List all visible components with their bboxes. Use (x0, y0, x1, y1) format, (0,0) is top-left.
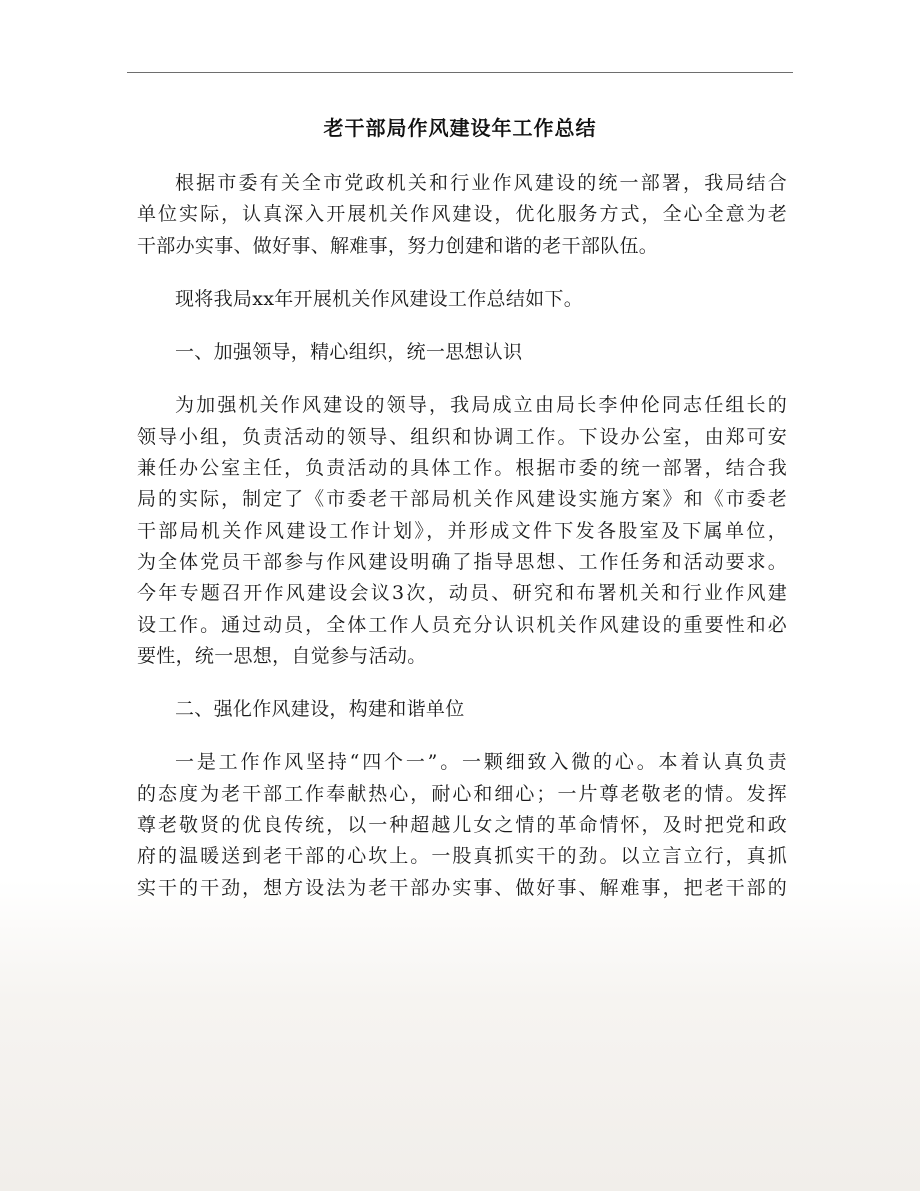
text-line: 设工作。通过动员，全体工作人员充分认识机关作风建设的重要性和必 (137, 613, 787, 636)
section-heading-1 (137, 337, 787, 368)
text-line: 根据市委有关全市党政机关和行业作风建设的统一部署，我局结合 (175, 172, 787, 194)
text-line: 现将我局xx年开展机关作风建设工作总结如下。 (175, 287, 584, 310)
document-title: 老干部局作风建设年工作总结 (323, 116, 597, 140)
text-line: 今年专题召开作风建设会议3次，动员、研究和布署机关和行业作风建 (137, 582, 787, 605)
text-line: 府的温暖送到老干部的心坎上。一股真抓实干的劲。以立言立行，真抓 (137, 845, 787, 868)
text-line: 的态度为老干部工作奉献热心，耐心和细心；一片尊老敬老的情。发挥 (137, 782, 787, 805)
paragraph-summary-lead (137, 284, 787, 315)
text-line: 为加强机关作风建设的领导，我局成立由局长李仲伦同志任组长的 (175, 394, 787, 417)
section-heading-2 (137, 694, 787, 725)
paragraph-section-1 (137, 390, 787, 672)
text-line: 为全体党员干部参与作风建设明确了指导思想、工作任务和活动要求。 (137, 550, 787, 573)
text-line: 一是工作作风坚持“四个一”。一颗细致入微的心。本着认真负责 (175, 751, 787, 774)
text-line: 实干的干劲，想方设法为老干部办实事、做好事、解难事，把老干部的 (137, 876, 787, 899)
paragraph-intro (137, 168, 787, 262)
text-line: 干部局机关作风建设工作计划》，并形成文件下发各股室及下属单位， (137, 519, 787, 542)
text-line: 兼任办公室主任，负责活动的具体工作。根据市委的统一部署，结合我 (137, 457, 787, 480)
header-rule (127, 72, 793, 73)
text-line: 二、强化作风建设，构建和谐单位 (175, 698, 465, 721)
text-line: 局的实际，制定了《市委老干部局机关作风建设实施方案》和《市委老 (137, 488, 787, 511)
document-body (137, 168, 787, 904)
text-line: 一、加强领导，精心组织，统一思想认识 (175, 341, 523, 364)
text-line: 尊老敬贤的优良传统，以一种超越儿女之情的革命情怀，及时把党和政 (137, 814, 787, 837)
text-line: 领导小组，负责活动的领导、组织和协调工作。下设办公室，由郑可安 (137, 425, 787, 448)
text-line: 干部办实事、做好事、解难事，努力创建和谐的老干部队伍。 (137, 234, 659, 257)
text-line: 单位实际，认真深入开展机关作风建设，优化服务方式，全心全意为老 (137, 203, 787, 226)
text-line: 要性，统一思想，自觉参与活动。 (137, 644, 427, 667)
paragraph-section-2 (137, 747, 787, 903)
